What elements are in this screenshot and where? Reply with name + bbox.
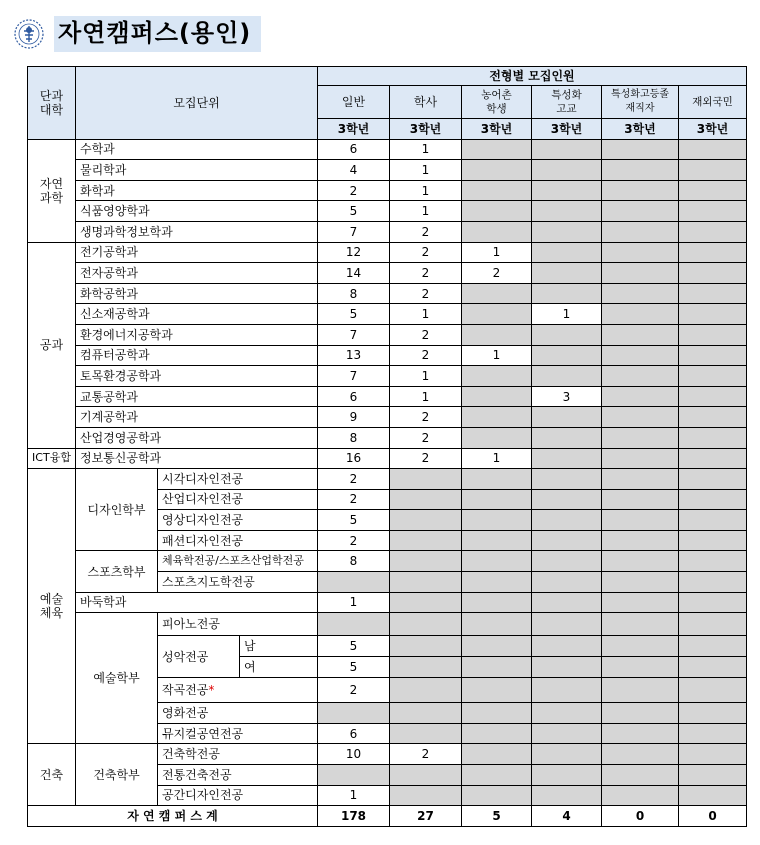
cell-general: 6 <box>318 723 390 744</box>
cell-general: 1 <box>318 592 390 613</box>
cell-general: 2 <box>318 469 390 490</box>
unit-name: 성악전공 <box>158 636 240 678</box>
cell-special: 3 <box>532 386 602 407</box>
cell-bachelor: 1 <box>390 386 462 407</box>
unit-name: 산업디자인전공 <box>158 489 318 510</box>
header-grade: 3학년 <box>462 119 532 140</box>
table-row <box>28 407 747 428</box>
total-rural: 5 <box>462 806 532 827</box>
unit-name: 패션디자인전공 <box>158 530 318 551</box>
cell-general: 4 <box>318 160 390 181</box>
unit-name: 영상디자인전공 <box>158 510 318 531</box>
college-eng: 공과 <box>28 242 76 448</box>
total-overseas: 0 <box>679 806 747 827</box>
unit-name: 컴퓨터공학과 <box>76 345 318 366</box>
unit-name: 정보통신공학과 <box>76 448 318 469</box>
unit-name: 신소재공학과 <box>76 304 318 325</box>
college-arts: 예술 체육 <box>28 469 76 744</box>
header-type-rural: 농어촌 학생 <box>462 86 532 119</box>
unit-name: 건축학전공 <box>158 744 318 765</box>
table-row <box>28 221 747 242</box>
cell-general: 2 <box>318 530 390 551</box>
cell-bachelor: 2 <box>390 345 462 366</box>
table-row <box>28 160 747 181</box>
cell-general: 7 <box>318 221 390 242</box>
cell-bachelor: 1 <box>390 201 462 222</box>
table-row <box>28 180 747 201</box>
total-general: 178 <box>318 806 390 827</box>
table-row <box>28 427 747 448</box>
cell-general: 10 <box>318 744 390 765</box>
total-bachelor: 27 <box>390 806 462 827</box>
cell-general: 5 <box>318 636 390 657</box>
table-row <box>28 304 747 325</box>
total-worker: 0 <box>602 806 679 827</box>
cell-general: 5 <box>318 201 390 222</box>
cell-general: 8 <box>318 551 390 572</box>
division-design: 디자인학부 <box>76 469 158 551</box>
unit-name: 화학과 <box>76 180 318 201</box>
header-type-general: 일반 <box>318 86 390 119</box>
header-type-overseas: 재외국민 <box>679 86 747 119</box>
cell-general: 16 <box>318 448 390 469</box>
table-row <box>28 613 747 636</box>
table-row <box>28 263 747 284</box>
cell-rural: 1 <box>462 242 532 263</box>
cell-bachelor: 2 <box>390 283 462 304</box>
total-label: 자 연 캠 퍼 스 계 <box>28 806 318 827</box>
cell-bachelor: 2 <box>390 221 462 242</box>
unit-name: 기계공학과 <box>76 407 318 428</box>
unit-name: 토목환경공학과 <box>76 366 318 387</box>
unit-name: 전자공학과 <box>76 263 318 284</box>
cell-special: 1 <box>532 304 602 325</box>
cell-general: 5 <box>318 304 390 325</box>
cell-general: 14 <box>318 263 390 284</box>
header-unit: 모집단위 <box>76 67 318 140</box>
cell-bachelor: 2 <box>390 263 462 284</box>
unit-name: 체육학전공/스포츠산업학전공 <box>158 551 318 572</box>
table-row <box>28 242 747 263</box>
cell-general: 2 <box>318 180 390 201</box>
unit-name: 환경에너지공학과 <box>76 324 318 345</box>
unit-name: 교통공학과 <box>76 386 318 407</box>
cell-rural: 2 <box>462 263 532 284</box>
page-title: 자연캠퍼스(용인) <box>54 16 261 52</box>
header-type-worker: 특성화고등졸 재직자 <box>602 86 679 119</box>
table-row <box>28 283 747 304</box>
unit-name: 수학과 <box>76 139 318 160</box>
cell-general: 12 <box>318 242 390 263</box>
unit-name: 산업경영공학과 <box>76 427 318 448</box>
cell-bachelor: 2 <box>390 242 462 263</box>
table-row <box>28 201 747 222</box>
table-row <box>28 551 747 572</box>
cell-bachelor: 2 <box>390 407 462 428</box>
unit-name: 영화전공 <box>158 703 318 724</box>
cell-general: 2 <box>318 678 390 703</box>
voice-male-label: 남 <box>240 636 318 657</box>
cell-bachelor: 2 <box>390 448 462 469</box>
college-arch: 건축 <box>28 744 76 806</box>
unit-name: 피아노전공 <box>158 613 318 636</box>
unit-name: 화학공학과 <box>76 283 318 304</box>
table-row <box>28 366 747 387</box>
table-row <box>28 345 747 366</box>
cell-general: 2 <box>318 489 390 510</box>
unit-name: 뮤지컬공연전공 <box>158 723 318 744</box>
total-special: 4 <box>532 806 602 827</box>
unit-name: 스포츠지도학전공 <box>158 572 318 593</box>
division-sports: 스포츠학부 <box>76 551 158 592</box>
college-ict: ICT융합 <box>28 448 76 469</box>
table-row <box>28 448 747 469</box>
cell-general: 1 <box>318 785 390 806</box>
table-row <box>28 324 747 345</box>
unit-name: 생명과학정보학과 <box>76 221 318 242</box>
cell-general: 6 <box>318 386 390 407</box>
table-row <box>28 139 747 160</box>
header-college: 단과 대학 <box>28 67 76 140</box>
cell-bachelor: 2 <box>390 324 462 345</box>
cell-bachelor: 1 <box>390 160 462 181</box>
unit-name: 작곡전공* <box>158 678 318 703</box>
cell-bachelor: 1 <box>390 139 462 160</box>
table-row <box>28 744 747 765</box>
table-row <box>28 592 747 613</box>
header-type-special: 특성화 고교 <box>532 86 602 119</box>
asterisk-mark: * <box>208 683 215 698</box>
table-row <box>28 469 747 490</box>
table-row <box>28 386 747 407</box>
university-logo-icon <box>14 19 44 49</box>
cell-general: 8 <box>318 283 390 304</box>
unit-name: 공간디자인전공 <box>158 785 318 806</box>
cell-general: 7 <box>318 366 390 387</box>
header-grade: 3학년 <box>602 119 679 140</box>
title-bar <box>14 14 261 54</box>
cell-bachelor: 1 <box>390 180 462 201</box>
header-grade: 3학년 <box>318 119 390 140</box>
cell-rural: 1 <box>462 448 532 469</box>
voice-female-label: 여 <box>240 657 318 678</box>
cell-general: 5 <box>318 657 390 678</box>
division-baduk: 바둑학과 <box>76 592 318 613</box>
cell-bachelor: 1 <box>390 304 462 325</box>
header-type-bachelor: 학사 <box>390 86 462 119</box>
unit-name: 전기공학과 <box>76 242 318 263</box>
cell-general: 9 <box>318 407 390 428</box>
header-grade: 3학년 <box>532 119 602 140</box>
cell-rural: 1 <box>462 345 532 366</box>
cell-bachelor: 2 <box>390 744 462 765</box>
cell-general: 5 <box>318 510 390 531</box>
header-group: 전형별 모집인원 <box>318 67 747 86</box>
cell-general: 6 <box>318 139 390 160</box>
unit-name: 전통건축전공 <box>158 765 318 786</box>
unit-name: 물리학과 <box>76 160 318 181</box>
header-grade: 3학년 <box>679 119 747 140</box>
cell-general: 7 <box>318 324 390 345</box>
division-art: 예술학부 <box>76 613 158 744</box>
cell-general: 13 <box>318 345 390 366</box>
unit-name: 식품영양학과 <box>76 201 318 222</box>
admission-table <box>27 66 747 827</box>
cell-bachelor: 2 <box>390 427 462 448</box>
unit-name: 시각디자인전공 <box>158 469 318 490</box>
cell-bachelor: 1 <box>390 366 462 387</box>
header-grade: 3학년 <box>390 119 462 140</box>
college-science: 자연 과학 <box>28 139 76 242</box>
cell-general: 8 <box>318 427 390 448</box>
total-row <box>28 806 747 827</box>
division-arch: 건축학부 <box>76 744 158 806</box>
